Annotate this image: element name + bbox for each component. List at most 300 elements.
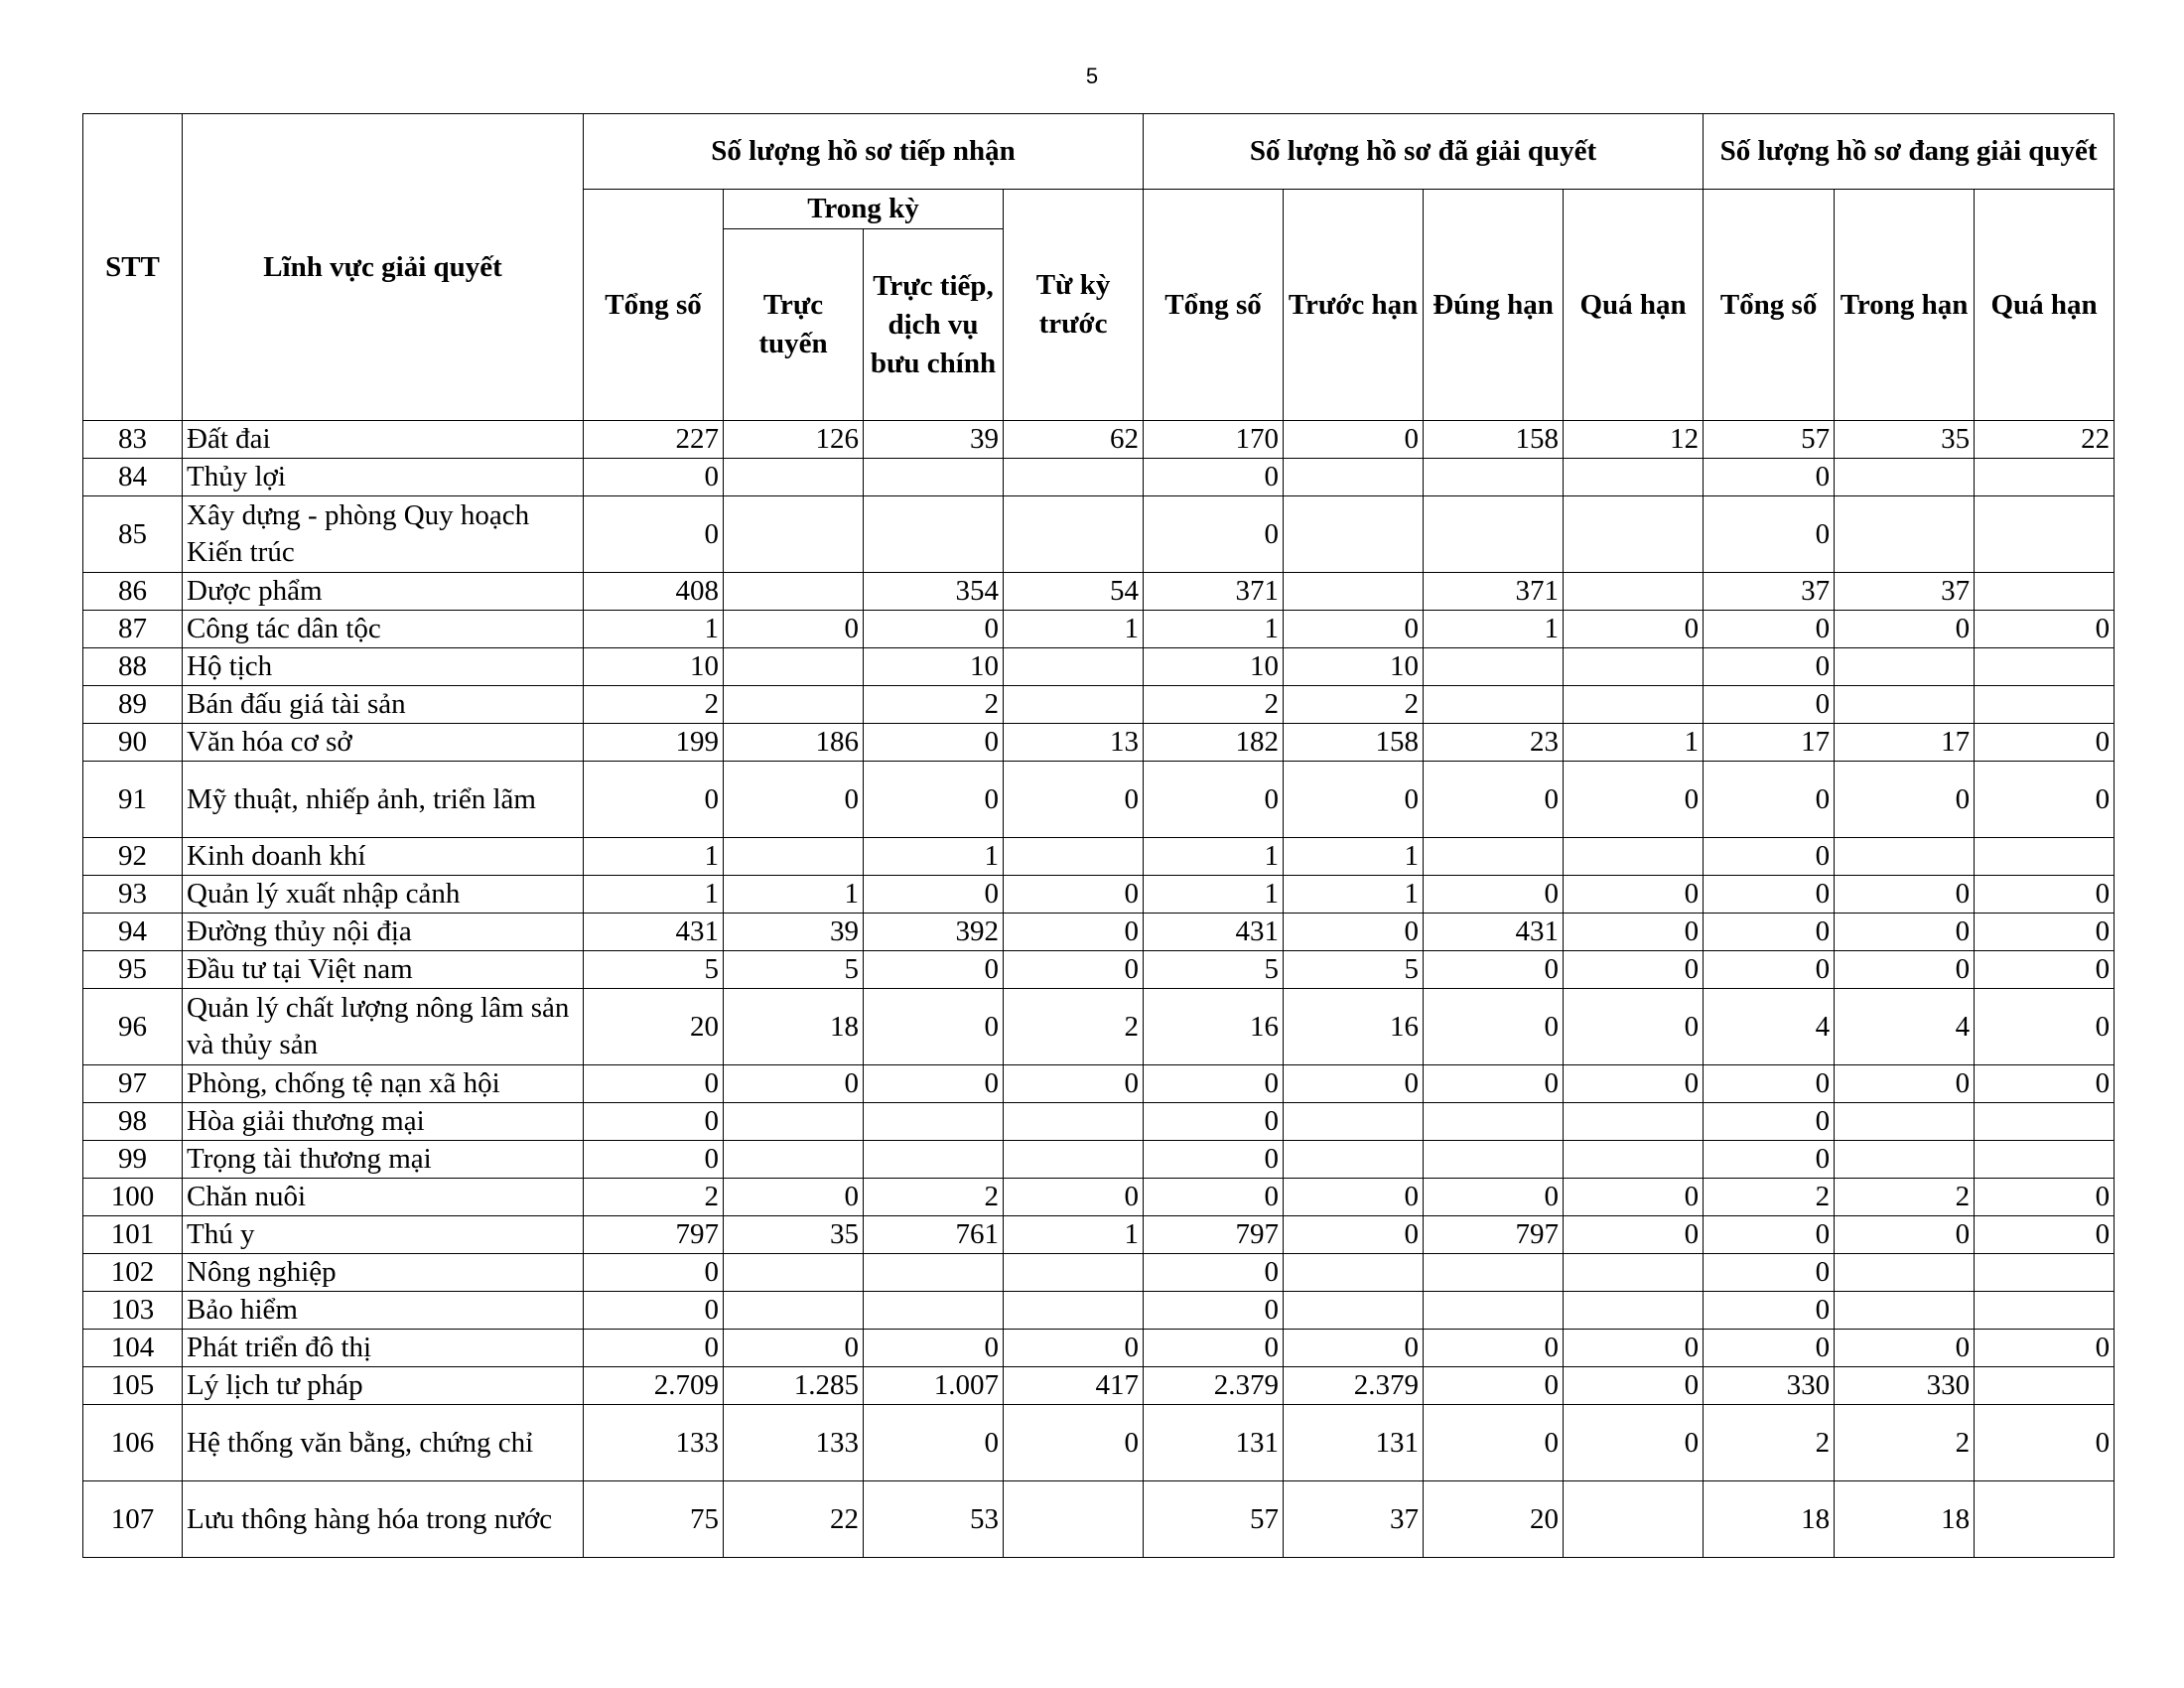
cell-value: 0 bbox=[864, 1065, 1004, 1103]
cell-value: 0 bbox=[584, 1292, 724, 1330]
table-row bbox=[83, 1481, 2115, 1558]
cell-value bbox=[1975, 1103, 2115, 1141]
cell-value: 0 bbox=[864, 724, 1004, 762]
cell-value: 37 bbox=[1704, 573, 1835, 611]
cell-value: 10 bbox=[584, 648, 724, 686]
header-pending: Số lượng hồ sơ đang giải quyết bbox=[1704, 114, 2115, 190]
cell-value: 0 bbox=[1144, 1065, 1284, 1103]
cell-value bbox=[1564, 496, 1704, 573]
cell-value: 4 bbox=[1704, 989, 1835, 1065]
cell-value: 2 bbox=[1144, 686, 1284, 724]
cell-value: 0 bbox=[1975, 611, 2115, 648]
cell-value: 761 bbox=[864, 1216, 1004, 1254]
cell-stt: 88 bbox=[83, 648, 183, 686]
cell-value: 0 bbox=[1975, 1179, 2115, 1216]
cell-value: 2 bbox=[584, 686, 724, 724]
cell-value: 0 bbox=[1144, 1141, 1284, 1179]
table-row bbox=[83, 686, 2115, 724]
cell-value: 0 bbox=[584, 762, 724, 838]
cell-value: 0 bbox=[864, 611, 1004, 648]
cell-value: 2 bbox=[1835, 1179, 1975, 1216]
cell-value: 0 bbox=[724, 611, 864, 648]
cell-stt: 101 bbox=[83, 1216, 183, 1254]
cell-value bbox=[1975, 838, 2115, 876]
cell-value: 35 bbox=[1835, 421, 1975, 459]
cell-value: 0 bbox=[584, 459, 724, 496]
table-row bbox=[83, 914, 2115, 951]
table-row bbox=[83, 648, 2115, 686]
cell-field-name: Quản lý chất lượng nông lâm sản và thủy sản bbox=[183, 989, 584, 1065]
cell-value: 0 bbox=[1704, 876, 1835, 914]
cell-value: 0 bbox=[1835, 951, 1975, 989]
table-row bbox=[83, 1179, 2115, 1216]
cell-value bbox=[1424, 1141, 1564, 1179]
cell-value: 1 bbox=[1144, 876, 1284, 914]
cell-stt: 95 bbox=[83, 951, 183, 989]
cell-value: 0 bbox=[1004, 762, 1144, 838]
cell-value: 57 bbox=[1144, 1481, 1284, 1558]
cell-value: 797 bbox=[1144, 1216, 1284, 1254]
cell-field-name: Hệ thống văn bằng, chứng chỉ bbox=[183, 1405, 584, 1481]
cell-value bbox=[1004, 648, 1144, 686]
cell-value: 0 bbox=[1704, 496, 1835, 573]
cell-field-name: Lý lịch tư pháp bbox=[183, 1367, 584, 1405]
cell-value: 0 bbox=[864, 1330, 1004, 1367]
table-row bbox=[83, 1292, 2115, 1330]
table-row bbox=[83, 496, 2115, 573]
cell-value bbox=[1564, 459, 1704, 496]
cell-value: 5 bbox=[584, 951, 724, 989]
cell-value: 371 bbox=[1424, 573, 1564, 611]
cell-value bbox=[1975, 1141, 2115, 1179]
cell-stt: 92 bbox=[83, 838, 183, 876]
cell-value: 37 bbox=[1284, 1481, 1424, 1558]
cell-value: 4 bbox=[1835, 989, 1975, 1065]
cell-value bbox=[1284, 573, 1424, 611]
cell-value: 0 bbox=[1835, 762, 1975, 838]
cell-value bbox=[864, 1292, 1004, 1330]
cell-value bbox=[1424, 1292, 1564, 1330]
cell-value: 0 bbox=[1564, 1179, 1704, 1216]
cell-value bbox=[1835, 648, 1975, 686]
cell-value: 0 bbox=[1704, 648, 1835, 686]
cell-value bbox=[1564, 573, 1704, 611]
cell-stt: 104 bbox=[83, 1330, 183, 1367]
cell-value: 35 bbox=[724, 1216, 864, 1254]
cell-stt: 87 bbox=[83, 611, 183, 648]
table-body bbox=[83, 421, 2115, 1558]
cell-value: 0 bbox=[724, 762, 864, 838]
cell-stt: 102 bbox=[83, 1254, 183, 1292]
cell-value bbox=[1004, 1254, 1144, 1292]
table-row bbox=[83, 459, 2115, 496]
header-field: Lĩnh vực giải quyết bbox=[183, 114, 584, 421]
cell-value: 0 bbox=[1564, 1065, 1704, 1103]
table-row bbox=[83, 1405, 2115, 1481]
cell-value: 0 bbox=[1704, 459, 1835, 496]
cell-field-name: Phòng, chống tệ nạn xã hội bbox=[183, 1065, 584, 1103]
cell-value: 0 bbox=[1284, 1330, 1424, 1367]
cell-value bbox=[1424, 648, 1564, 686]
cell-value bbox=[1004, 1292, 1144, 1330]
header-previous-period: Từ kỳ trước bbox=[1004, 190, 1144, 421]
cell-value: 1 bbox=[1284, 876, 1424, 914]
cell-value: 0 bbox=[1975, 762, 2115, 838]
header-resolved: Số lượng hồ sơ đã giải quyết bbox=[1144, 114, 1704, 190]
cell-value: 0 bbox=[1144, 496, 1284, 573]
cell-field-name: Nông nghiệp bbox=[183, 1254, 584, 1292]
cell-value: 0 bbox=[1284, 1065, 1424, 1103]
cell-value: 53 bbox=[864, 1481, 1004, 1558]
cell-value bbox=[1284, 496, 1424, 573]
cell-value: 1 bbox=[1564, 724, 1704, 762]
cell-value: 0 bbox=[1424, 951, 1564, 989]
cell-value: 158 bbox=[1284, 724, 1424, 762]
cell-value: 0 bbox=[1424, 1065, 1564, 1103]
table-row bbox=[83, 989, 2115, 1065]
cell-value: 18 bbox=[1704, 1481, 1835, 1558]
cell-value bbox=[1004, 838, 1144, 876]
header-pending-total: Tổng số bbox=[1704, 190, 1835, 421]
cell-stt: 98 bbox=[83, 1103, 183, 1141]
cell-value: 170 bbox=[1144, 421, 1284, 459]
cell-value bbox=[1564, 1292, 1704, 1330]
cell-value: 0 bbox=[1004, 1330, 1144, 1367]
cell-value: 1 bbox=[724, 876, 864, 914]
cell-value: 0 bbox=[1004, 1405, 1144, 1481]
cell-value bbox=[1975, 496, 2115, 573]
cell-value bbox=[1835, 1141, 1975, 1179]
cell-value: 10 bbox=[1284, 648, 1424, 686]
cell-stt: 93 bbox=[83, 876, 183, 914]
cell-value: 431 bbox=[584, 914, 724, 951]
cell-value: 797 bbox=[1424, 1216, 1564, 1254]
cell-stt: 107 bbox=[83, 1481, 183, 1558]
cell-value: 2 bbox=[584, 1179, 724, 1216]
cell-value: 0 bbox=[1564, 1330, 1704, 1367]
cell-stt: 90 bbox=[83, 724, 183, 762]
table-row bbox=[83, 611, 2115, 648]
header-on-time: Đúng hạn bbox=[1424, 190, 1564, 421]
cell-value: 0 bbox=[1704, 838, 1835, 876]
cell-value: 0 bbox=[1144, 762, 1284, 838]
header-direct-postal: Trực tiếp, dịch vụ bưu chính bbox=[864, 229, 1004, 421]
cell-value: 2.379 bbox=[1144, 1367, 1284, 1405]
cell-value: 0 bbox=[1564, 611, 1704, 648]
cell-value: 0 bbox=[1704, 611, 1835, 648]
cell-value: 0 bbox=[1144, 1179, 1284, 1216]
header-received-total: Tổng số bbox=[584, 190, 724, 421]
cell-value: 0 bbox=[584, 1141, 724, 1179]
cell-value: 0 bbox=[1835, 1065, 1975, 1103]
header-online: Trực tuyến bbox=[724, 229, 864, 421]
cell-value: 39 bbox=[724, 914, 864, 951]
cell-value bbox=[1975, 459, 2115, 496]
table-row bbox=[83, 421, 2115, 459]
cell-field-name: Bán đấu giá tài sản bbox=[183, 686, 584, 724]
cell-value bbox=[724, 573, 864, 611]
cell-value: 22 bbox=[724, 1481, 864, 1558]
cell-value: 0 bbox=[1144, 1254, 1284, 1292]
header-resolved-total: Tổng số bbox=[1144, 190, 1284, 421]
cell-value: 2 bbox=[864, 686, 1004, 724]
cell-value: 417 bbox=[1004, 1367, 1144, 1405]
cell-field-name: Công tác dân tộc bbox=[183, 611, 584, 648]
cell-value: 1 bbox=[1004, 1216, 1144, 1254]
cell-field-name: Quản lý xuất nhập cảnh bbox=[183, 876, 584, 914]
cell-value: 131 bbox=[1284, 1405, 1424, 1481]
table-row bbox=[83, 724, 2115, 762]
cell-value: 0 bbox=[1835, 611, 1975, 648]
cell-value: 0 bbox=[1144, 1103, 1284, 1141]
cell-value bbox=[1004, 686, 1144, 724]
cell-value: 1 bbox=[584, 838, 724, 876]
cell-value bbox=[1004, 1481, 1144, 1558]
cell-value: 0 bbox=[1424, 1367, 1564, 1405]
cell-value: 0 bbox=[724, 1330, 864, 1367]
cell-value: 20 bbox=[584, 989, 724, 1065]
cell-value: 0 bbox=[1564, 762, 1704, 838]
cell-value: 0 bbox=[1975, 989, 2115, 1065]
cell-value: 0 bbox=[1704, 951, 1835, 989]
cell-value bbox=[1975, 648, 2115, 686]
cell-value: 2.379 bbox=[1284, 1367, 1424, 1405]
cell-value: 0 bbox=[1424, 1330, 1564, 1367]
cell-value bbox=[1004, 1103, 1144, 1141]
header-received: Số lượng hồ sơ tiếp nhận bbox=[584, 114, 1144, 190]
cell-value: 0 bbox=[1704, 1254, 1835, 1292]
cell-value: 182 bbox=[1144, 724, 1284, 762]
cell-value bbox=[724, 1141, 864, 1179]
cell-value: 18 bbox=[1835, 1481, 1975, 1558]
table-row bbox=[83, 951, 2115, 989]
cell-value: 0 bbox=[1975, 951, 2115, 989]
cell-value: 0 bbox=[1835, 914, 1975, 951]
cell-value: 17 bbox=[1704, 724, 1835, 762]
cell-value: 0 bbox=[1704, 1216, 1835, 1254]
cell-value: 0 bbox=[1284, 762, 1424, 838]
statistics-table bbox=[82, 113, 2115, 1558]
cell-value: 131 bbox=[1144, 1405, 1284, 1481]
cell-value: 1 bbox=[584, 876, 724, 914]
cell-value: 0 bbox=[1144, 1292, 1284, 1330]
cell-value bbox=[1835, 1292, 1975, 1330]
cell-value: 5 bbox=[1284, 951, 1424, 989]
cell-value: 23 bbox=[1424, 724, 1564, 762]
cell-value: 0 bbox=[1704, 1103, 1835, 1141]
cell-value: 0 bbox=[584, 1065, 724, 1103]
cell-value: 75 bbox=[584, 1481, 724, 1558]
cell-value: 0 bbox=[1975, 1065, 2115, 1103]
cell-field-name: Chăn nuôi bbox=[183, 1179, 584, 1216]
cell-value: 10 bbox=[1144, 648, 1284, 686]
cell-value: 408 bbox=[584, 573, 724, 611]
table-row bbox=[83, 1065, 2115, 1103]
cell-value: 54 bbox=[1004, 573, 1144, 611]
cell-value: 186 bbox=[724, 724, 864, 762]
cell-stt: 97 bbox=[83, 1065, 183, 1103]
cell-value: 57 bbox=[1704, 421, 1835, 459]
cell-value: 0 bbox=[724, 1179, 864, 1216]
cell-value bbox=[1284, 1292, 1424, 1330]
table-row bbox=[83, 573, 2115, 611]
cell-value: 0 bbox=[1284, 1179, 1424, 1216]
cell-value: 16 bbox=[1284, 989, 1424, 1065]
cell-value: 0 bbox=[1835, 1330, 1975, 1367]
header-overdue: Quá hạn bbox=[1564, 190, 1704, 421]
cell-value: 133 bbox=[724, 1405, 864, 1481]
cell-value bbox=[724, 648, 864, 686]
cell-value: 10 bbox=[864, 648, 1004, 686]
cell-value: 0 bbox=[1004, 914, 1144, 951]
cell-value bbox=[1835, 838, 1975, 876]
cell-field-name: Văn hóa cơ sở bbox=[183, 724, 584, 762]
cell-field-name: Trọng tài thương mại bbox=[183, 1141, 584, 1179]
cell-value: 0 bbox=[1704, 1330, 1835, 1367]
cell-value: 0 bbox=[1975, 1405, 2115, 1481]
cell-value: 5 bbox=[724, 951, 864, 989]
cell-value: 0 bbox=[1144, 1330, 1284, 1367]
cell-value: 0 bbox=[1704, 1292, 1835, 1330]
cell-value: 2.709 bbox=[584, 1367, 724, 1405]
cell-value bbox=[1424, 459, 1564, 496]
cell-value bbox=[1564, 1103, 1704, 1141]
cell-value bbox=[724, 1254, 864, 1292]
cell-value: 1 bbox=[864, 838, 1004, 876]
cell-value: 0 bbox=[1424, 1179, 1564, 1216]
cell-value bbox=[1284, 1254, 1424, 1292]
cell-value bbox=[864, 1103, 1004, 1141]
cell-value bbox=[1975, 1254, 2115, 1292]
cell-value: 0 bbox=[1564, 1367, 1704, 1405]
cell-value: 0 bbox=[584, 1254, 724, 1292]
cell-value: 797 bbox=[584, 1216, 724, 1254]
cell-value: 0 bbox=[1704, 914, 1835, 951]
cell-field-name: Kinh doanh khí bbox=[183, 838, 584, 876]
cell-value bbox=[724, 838, 864, 876]
cell-stt: 106 bbox=[83, 1405, 183, 1481]
cell-value: 0 bbox=[1564, 1405, 1704, 1481]
cell-value: 0 bbox=[1424, 1405, 1564, 1481]
cell-value bbox=[1004, 459, 1144, 496]
cell-value bbox=[1284, 1103, 1424, 1141]
cell-value: 0 bbox=[1284, 611, 1424, 648]
cell-value bbox=[1975, 1292, 2115, 1330]
cell-value: 1 bbox=[1424, 611, 1564, 648]
cell-value: 199 bbox=[584, 724, 724, 762]
cell-field-name: Mỹ thuật, nhiếp ảnh, triển lãm bbox=[183, 762, 584, 838]
cell-value: 1 bbox=[1144, 611, 1284, 648]
cell-value bbox=[1424, 1103, 1564, 1141]
table-row bbox=[83, 762, 2115, 838]
cell-value: 37 bbox=[1835, 573, 1975, 611]
cell-value bbox=[1004, 1141, 1144, 1179]
cell-value: 1 bbox=[1284, 838, 1424, 876]
cell-value: 2 bbox=[1704, 1405, 1835, 1481]
cell-value: 1 bbox=[1004, 611, 1144, 648]
cell-value: 0 bbox=[1004, 876, 1144, 914]
cell-field-name: Hòa giải thương mại bbox=[183, 1103, 584, 1141]
cell-value: 1.007 bbox=[864, 1367, 1004, 1405]
cell-stt: 86 bbox=[83, 573, 183, 611]
cell-value: 0 bbox=[1704, 1065, 1835, 1103]
cell-value: 1 bbox=[1144, 838, 1284, 876]
table-row bbox=[83, 1330, 2115, 1367]
cell-field-name: Thú y bbox=[183, 1216, 584, 1254]
cell-value: 2 bbox=[1004, 989, 1144, 1065]
cell-value: 227 bbox=[584, 421, 724, 459]
cell-value: 392 bbox=[864, 914, 1004, 951]
cell-stt: 96 bbox=[83, 989, 183, 1065]
cell-field-name: Lưu thông hàng hóa trong nước bbox=[183, 1481, 584, 1558]
cell-field-name: Đất đai bbox=[183, 421, 584, 459]
cell-value: 0 bbox=[1975, 724, 2115, 762]
cell-value bbox=[1284, 1141, 1424, 1179]
cell-value: 22 bbox=[1975, 421, 2115, 459]
cell-value: 0 bbox=[1144, 459, 1284, 496]
header-within-deadline: Trong hạn bbox=[1835, 190, 1975, 421]
cell-value: 133 bbox=[584, 1405, 724, 1481]
cell-value: 0 bbox=[864, 951, 1004, 989]
cell-value: 0 bbox=[1564, 951, 1704, 989]
cell-value bbox=[724, 1103, 864, 1141]
cell-value bbox=[1564, 1481, 1704, 1558]
cell-value bbox=[864, 1254, 1004, 1292]
cell-value: 62 bbox=[1004, 421, 1144, 459]
cell-value bbox=[1835, 459, 1975, 496]
cell-value: 0 bbox=[1975, 914, 2115, 951]
cell-value: 0 bbox=[1284, 1216, 1424, 1254]
cell-value bbox=[1835, 1254, 1975, 1292]
cell-value bbox=[1424, 838, 1564, 876]
cell-field-name: Xây dựng - phòng Quy hoạch Kiến trúc bbox=[183, 496, 584, 573]
table-row bbox=[83, 1367, 2115, 1405]
cell-stt: 84 bbox=[83, 459, 183, 496]
cell-value: 0 bbox=[1004, 951, 1144, 989]
cell-value: 0 bbox=[1704, 686, 1835, 724]
cell-value bbox=[1975, 1481, 2115, 1558]
cell-value: 371 bbox=[1144, 573, 1284, 611]
cell-value: 0 bbox=[1564, 989, 1704, 1065]
cell-value: 17 bbox=[1835, 724, 1975, 762]
cell-value: 1 bbox=[584, 611, 724, 648]
cell-value: 431 bbox=[1424, 914, 1564, 951]
cell-value: 0 bbox=[864, 1405, 1004, 1481]
cell-value bbox=[1564, 838, 1704, 876]
cell-value bbox=[1975, 1367, 2115, 1405]
cell-value: 0 bbox=[1004, 1065, 1144, 1103]
cell-value: 0 bbox=[1284, 914, 1424, 951]
cell-field-name: Phát triển đô thị bbox=[183, 1330, 584, 1367]
cell-value bbox=[1835, 686, 1975, 724]
cell-stt: 103 bbox=[83, 1292, 183, 1330]
cell-value: 0 bbox=[864, 989, 1004, 1065]
cell-value: 431 bbox=[1144, 914, 1284, 951]
cell-value: 13 bbox=[1004, 724, 1144, 762]
cell-value: 0 bbox=[1004, 1179, 1144, 1216]
cell-field-name: Thủy lợi bbox=[183, 459, 584, 496]
cell-value bbox=[1564, 1141, 1704, 1179]
cell-value bbox=[864, 459, 1004, 496]
cell-value bbox=[1424, 1254, 1564, 1292]
cell-value bbox=[1835, 1103, 1975, 1141]
cell-value: 0 bbox=[1975, 1330, 2115, 1367]
cell-value bbox=[724, 459, 864, 496]
header-pending-overdue: Quá hạn bbox=[1975, 190, 2115, 421]
cell-value: 0 bbox=[1564, 876, 1704, 914]
cell-field-name: Dược phẩm bbox=[183, 573, 584, 611]
header-stt: STT bbox=[83, 114, 183, 421]
